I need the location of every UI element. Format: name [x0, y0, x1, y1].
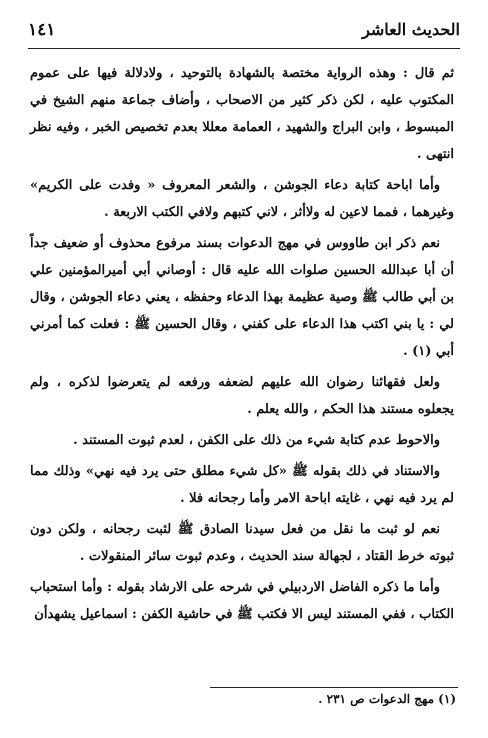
page-header	[28, 18, 460, 48]
paragraph-7: نعم لو ثبت ما نقل من فعل سيدنا الصادق ﷺ لثبت رجحانه ، ولكن دون ثبوته خرط القتاد ، لجهالة سند الحديث ، وعدم ثبوت سائر المنقولات .	[30, 522, 454, 564]
header-rule	[28, 48, 460, 49]
paragraph-1: ثم قال : وهذه الرواية مختصة بالشهادة بالتوحيد ، ولادلالة فيها على عموم المكتوب عليه ، لكن ذكر كثير من الاصحاب ، وأضاف جماعة منهم الشيخ في المبسوط ، وابن البراج والشهيد ، العمامة معللا بعدم تخصيص الخبر ، وفيه نظر انتهى .	[30, 66, 454, 162]
paragraph-2: وأما اباحة كتابة دعاء الجوشن ، والشعر المعروف « وفدت على الكريم» وغيرهما ، فمما لاعين له ولاأثر ، لاني كتبهم ولافي الكتب الاربعة .	[30, 178, 454, 220]
paragraph-4: ولعل فقهائنا رضوان الله عليهم لضعفه ورفعه لم يتعرضوا لذكره ، ولم يجعلوه مستند هذا الحكم ، والله يعلم .	[30, 375, 454, 417]
running-title: الحديث العاشر	[362, 20, 460, 39]
footnote: (١) مهج الدعوات ص ٢٣١ .	[318, 692, 456, 706]
footnote-rule	[210, 687, 458, 688]
page-number: ١٤١	[28, 20, 56, 40]
paragraph-5: والاحوط عدم كتابة شيء من ذلك على الكفن ، لعدم ثبوت المستند .	[73, 433, 440, 448]
paragraph-6: والاستناد في ذلك بقوله ﷺ «كل شيء مطلق حتى يرد فيه نهي» وذلك مما لم يرد فيه نهي ، غايته اباحة الامر وأما رجحانه فلا .	[30, 464, 454, 506]
paragraph-8: وأما ما ذكره الفاضل الاردبيلي في شرحه على الارشاد بقوله : وأما استحباب الكتاب ، ففي المستند ليس الا فكتب ﷺ في حاشية الكفن : اسماعيل يشهدأن	[30, 580, 454, 622]
paragraph-3: نعم ذكر ابن طاووس في مهج الدعوات بسند مرفوع محذوف أو ضعيف جداً أن أبا عبدالله الحسين صلوات الله عليه قال : أوصاني أبي أميرالمؤمنين علي بن أبي طالب ﷺ وصية عظيمة بهذا الدعاء وحفظه ، يعني دعاء الجوشن ، وقال لي : يا بني اكتب هذا الدعاء على كفني ، وقال الحسين ﷺ : فعلت كما أمرني أبي (١) .	[30, 236, 454, 359]
main-text	[30, 60, 454, 632]
